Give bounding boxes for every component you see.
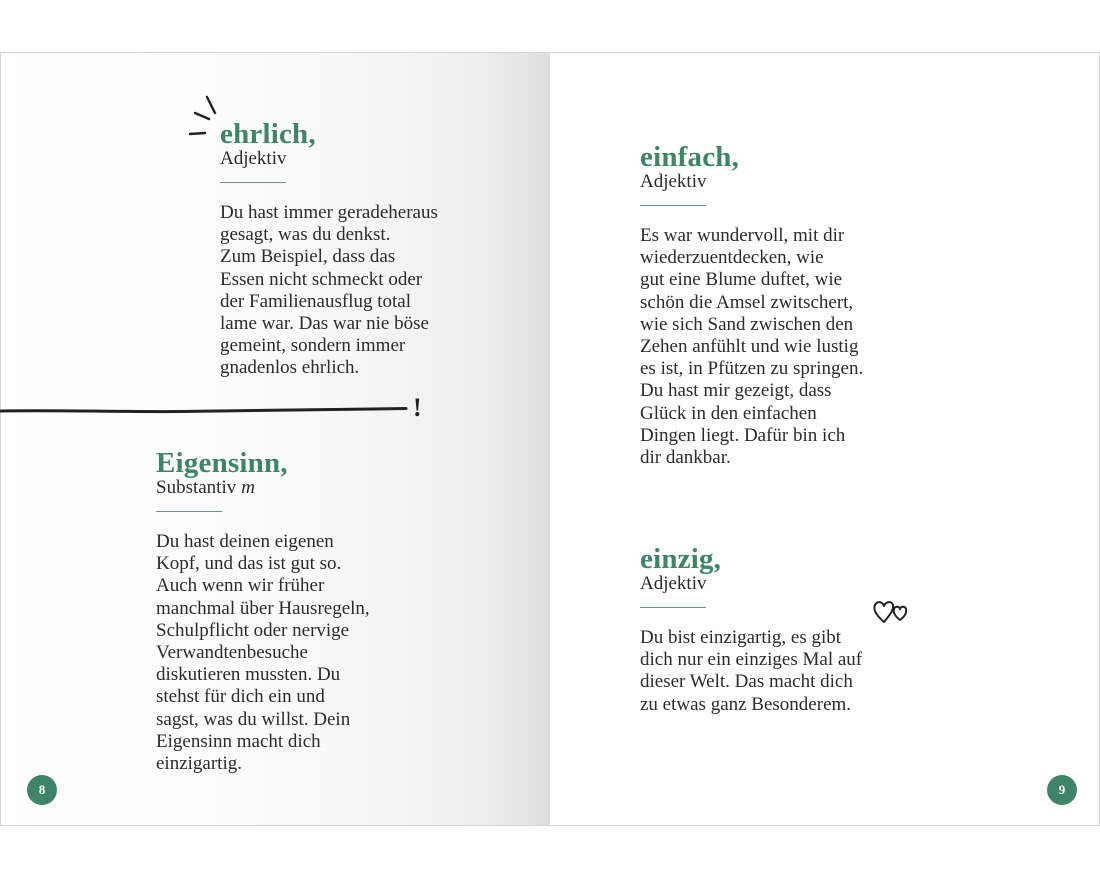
exclamation-mark: ! <box>413 393 422 422</box>
entry-divider <box>640 607 706 608</box>
entry-eigensinn <box>156 448 370 775</box>
entry-term: Eigensinn, <box>156 447 288 479</box>
right-page <box>550 52 1100 826</box>
page-number: 9 <box>1047 775 1077 805</box>
entry-term: einzig, <box>640 543 722 575</box>
entry-definition: Du hast deinen eigenen Kopf, und das ist gut so. Auch wenn wir früher manchmal über Hausregeln, Schulpflicht oder nervige Verwandtenbesuche diskutieren mussten. Du stehst für dich ein und sagst, was du willst. Dein Eigensinn macht dich einzigartig. <box>156 531 370 775</box>
hand-drawn-line-icon <box>1 401 411 421</box>
entry-definition: Du bist einzigartig, es gibt dich nur ein einziges Mal auf dieser Welt. Das macht dich zu etwas ganz Besonderem. <box>640 627 863 715</box>
entry-ehrlich <box>220 119 438 380</box>
sparkle-lines-icon <box>187 93 221 139</box>
entry-gender: m <box>241 477 255 498</box>
entry-part-of-speech: Adjektiv <box>220 148 287 169</box>
entry-term: einfach, <box>640 141 740 173</box>
entry-divider <box>220 182 286 183</box>
entry-part-of-speech: Adjektiv <box>640 171 707 192</box>
book-spread <box>0 52 1100 826</box>
entry-divider <box>640 205 706 206</box>
entry-definition: Du hast immer geradeheraus gesagt, was du denkst. Zum Beispiel, dass das Essen nicht schmeckt oder der Familienausflug total lame war. Das war nie böse gemeint, sondern immer gnadenlos ehrlich. <box>220 202 438 379</box>
entry-einfach <box>640 142 863 469</box>
entry-divider <box>156 511 222 512</box>
entry-einzig <box>640 544 862 716</box>
left-page <box>0 52 550 826</box>
entry-part-of-speech: Adjektiv <box>640 573 707 594</box>
entry-pos-word: Substantiv <box>156 477 237 498</box>
entry-definition: Es war wundervoll, mit dir wiederzuentdecken, wie gut eine Blume duftet, wie schön die Amsel zwitschert, wie sich Sand zwischen den Zehen anfühlt und wie lustig es ist, in Pfützen zu springen. Du hast mir gezeigt, dass Glück in den einfachen Dingen liegt. Dafür bin ich dir dankbar. <box>640 225 864 469</box>
double-heart-icon <box>872 599 912 625</box>
entry-part-of-speech <box>156 478 370 498</box>
entry-term: ehrlich, <box>220 118 316 150</box>
page-number: 8 <box>27 775 57 805</box>
